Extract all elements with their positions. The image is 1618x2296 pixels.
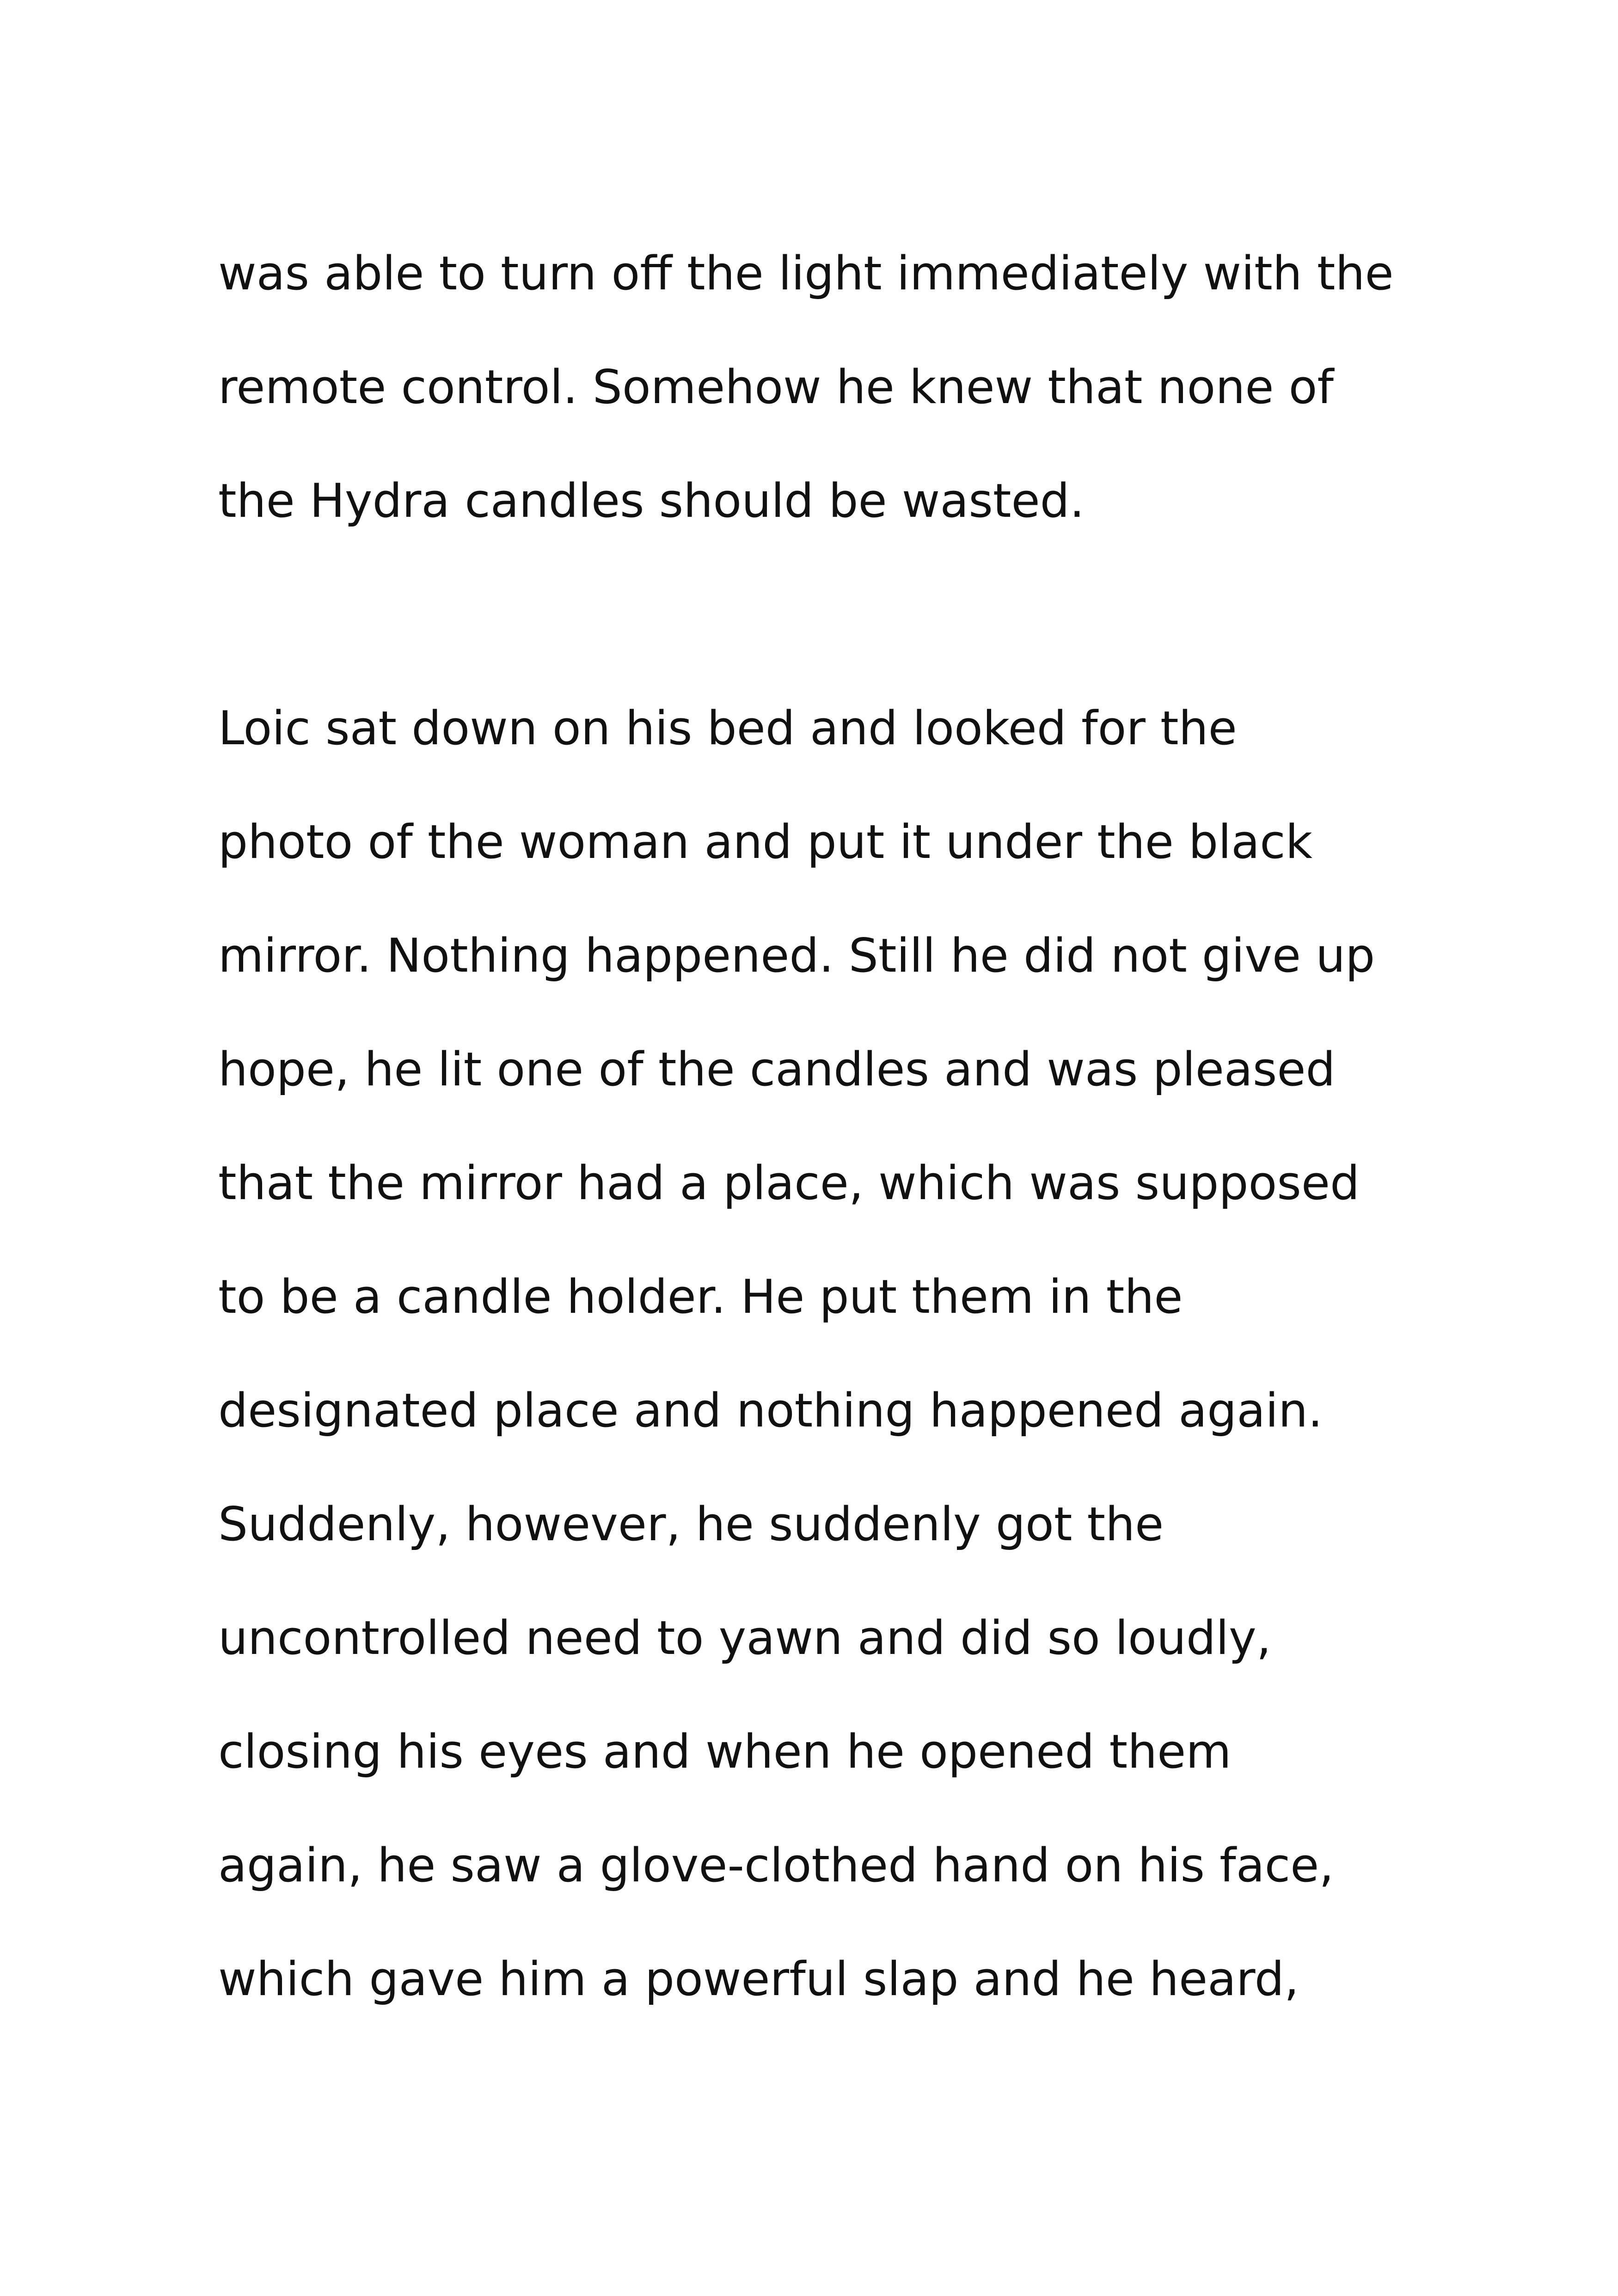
text-line: closing his eyes and when he opened them <box>218 1724 1232 1779</box>
text-line: that the mirror had a place, which was supposed <box>218 1156 1360 1210</box>
text-line: was able to turn off the light immediately with the <box>218 246 1394 300</box>
text-line: photo of the woman and put it under the black <box>218 814 1313 869</box>
text-line: designated place and nothing happened again. <box>218 1383 1323 1438</box>
text-line: which gave him a powerful slap and he heard, <box>218 1952 1299 2006</box>
body-text <box>218 216 1466 2036</box>
text-line: again, he saw a glove-clothed hand on his face, <box>218 1838 1334 1892</box>
text-line: hope, he lit one of the candles and was pleased <box>218 1042 1336 1096</box>
paragraph-gap <box>218 557 1466 671</box>
text-line: Suddenly, however, he suddenly got the <box>218 1497 1164 1551</box>
text-line: uncontrolled need to yawn and did so loudly, <box>218 1610 1271 1665</box>
text-line: mirror. Nothing happened. Still he did not give up <box>218 928 1375 983</box>
text-line: the Hydra candles should be wasted. <box>218 473 1085 528</box>
text-line: Loic sat down on his bed and looked for the <box>218 701 1237 755</box>
text-line: remote control. Somehow he knew that none of <box>218 360 1334 414</box>
text-line: to be a candle holder. He put them in the <box>218 1269 1183 1324</box>
